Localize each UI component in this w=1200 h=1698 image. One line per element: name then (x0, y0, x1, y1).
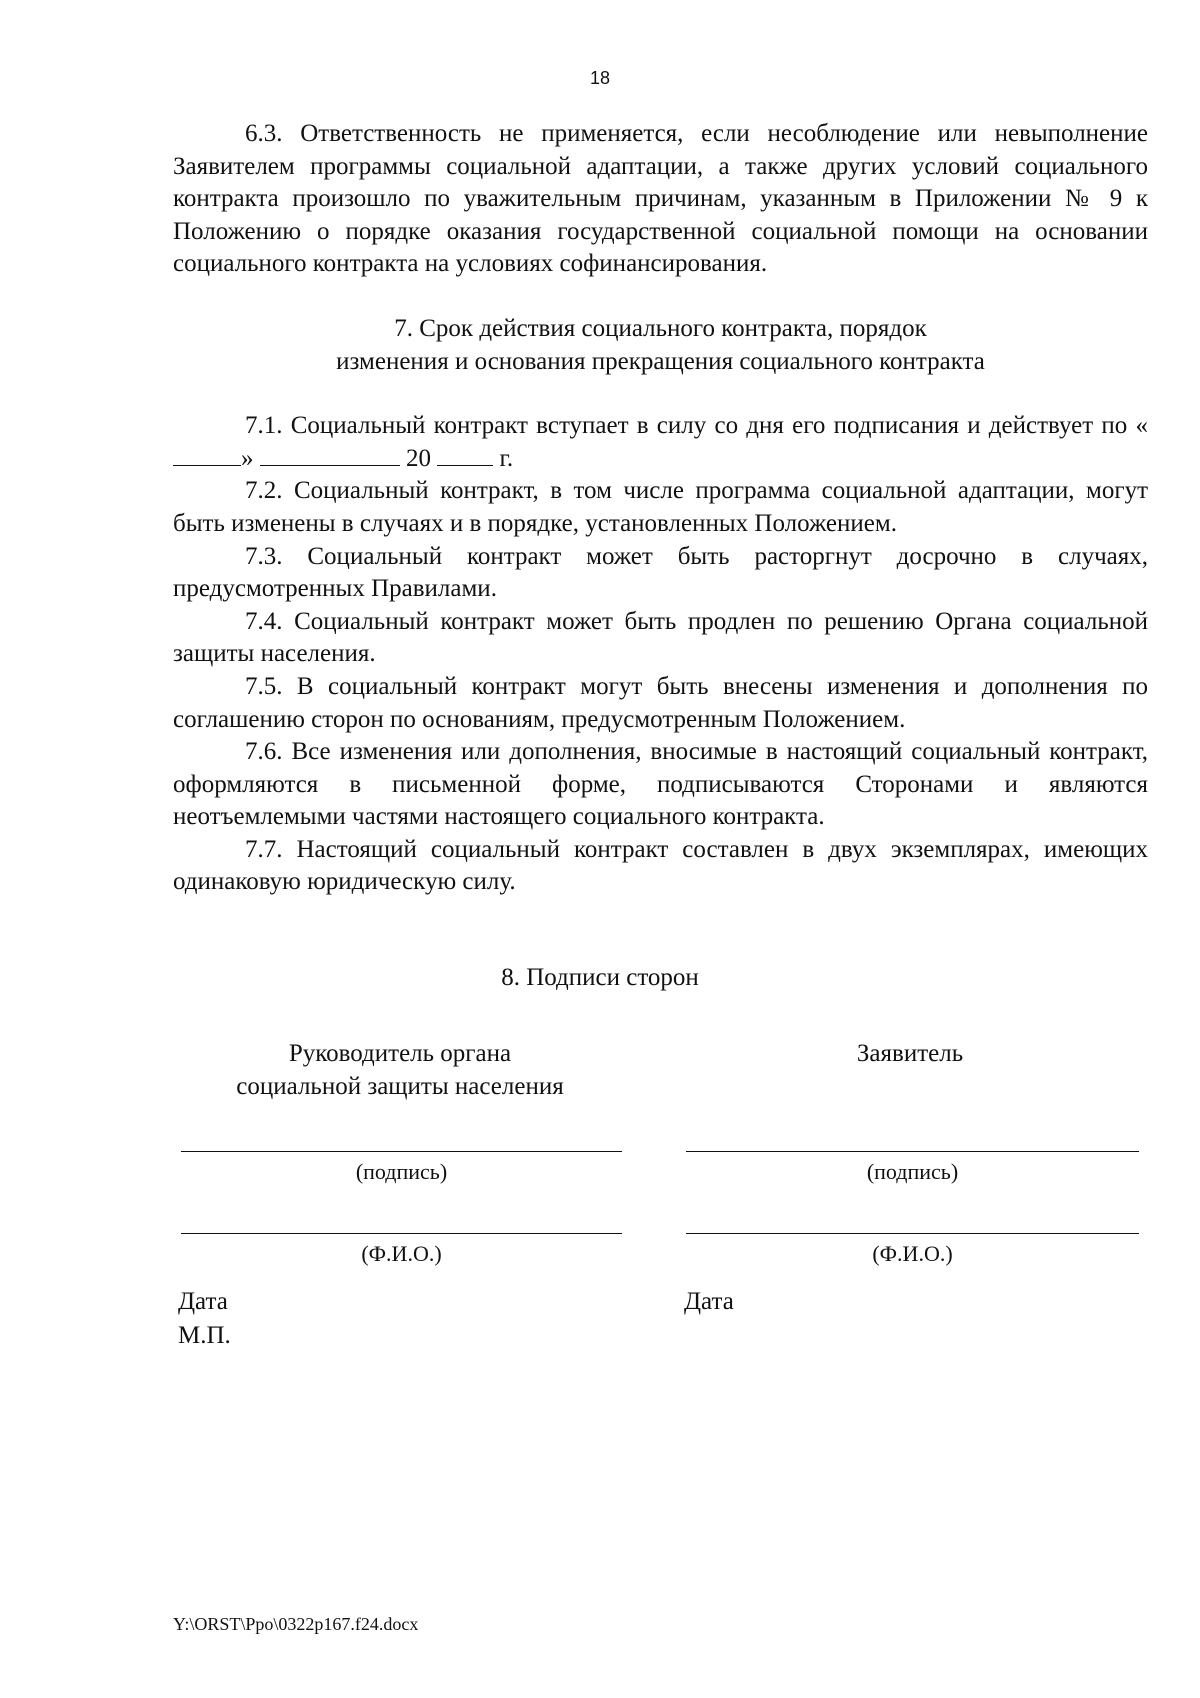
year-suffix: г. (499, 444, 514, 472)
right-name-line (686, 1233, 1139, 1234)
paragraph-7-1 (173, 410, 1148, 475)
section-7-heading-line-1: 7. Срок действия социального контракта, порядок (394, 314, 927, 342)
paragraph-7-3: 7.3. Социальный контракт может быть расторгнут досрочно в случаях, предусмотренных Правилами. (173, 542, 1148, 603)
page-number: 18 (589, 68, 611, 88)
document-body (173, 118, 1148, 899)
year-prefix: 20 (406, 444, 431, 472)
paragraph-7-6: 7.6. Все изменения или дополнения, вносимые в настоящий социальный контракт, оформляются в письменной форме, подписываются Сторонами и являются неотъемлемыми частями настоящего социального контракта. (173, 738, 1148, 831)
day-blank (173, 443, 241, 466)
right-date-label: Дата (684, 1288, 734, 1315)
section-7-heading-line-2: изменения и основания прекращения социального контракта (336, 347, 985, 375)
left-name-caption: (Ф.И.О.) (361, 1241, 442, 1266)
section-8-heading: 8. Подписи сторон (501, 964, 699, 991)
left-signature-line (181, 1151, 622, 1152)
month-blank (260, 443, 400, 466)
paragraph-7-4: 7.4. Социальный контракт может быть продлен по решению Органа социальной защиты населения. (173, 607, 1148, 668)
left-name-line (181, 1233, 622, 1234)
left-signatory-title (180, 1038, 620, 1103)
spacer (173, 378, 1148, 410)
paragraph-6-3: 6.3. Ответственность не применяется, если несоблюдение или невыполнение Заявителем программы социальной адаптации, а также других условий социального контракта произошло по уважительным причинам, указанным в Приложении № 9 к Положению о порядке оказания государственной социальной помощи на основании социального контракта на условиях софинансирования. (173, 120, 1148, 278)
left-signatory-title-line-2: социальной защиты населения (236, 1072, 564, 1100)
spacer (173, 281, 1148, 313)
right-signatory-title: Заявитель (856, 1040, 964, 1067)
left-date-label: Дата (178, 1288, 228, 1315)
paragraph-7-7: 7.7. Настоящий социальный контракт составлен в двух экземплярах, имеющих одинаковую юридическую силу. (173, 835, 1148, 896)
left-signatory-title-line-1: Руководитель органа (288, 1040, 512, 1067)
left-signature-caption: (подпись) (355, 1159, 448, 1184)
stamp-label: М.П. (178, 1322, 231, 1349)
right-signature-line (686, 1151, 1139, 1152)
paragraph-7-1-text: 7.1. Социальный контракт вступает в силу со дня его подписания и действует по « (245, 412, 1148, 440)
right-name-caption: (Ф.И.О.) (872, 1241, 953, 1266)
quote-close: » (241, 444, 254, 472)
file-path-footer: Y:\ORST\Ppo\0322p167.f24.docx (173, 1614, 419, 1634)
right-signature-caption: (подпись) (866, 1159, 959, 1184)
paragraph-7-5: 7.5. В социальный контракт могут быть внесены изменения и дополнения по соглашению сторон по основаниям, предусмотренным Положением. (173, 672, 1148, 733)
paragraph-7-2: 7.2. Социальный контракт, в том числе программа социальной адаптации, могут быть изменены в случаях и в порядке, установленных Положением. (173, 477, 1148, 537)
year-blank (437, 443, 493, 466)
